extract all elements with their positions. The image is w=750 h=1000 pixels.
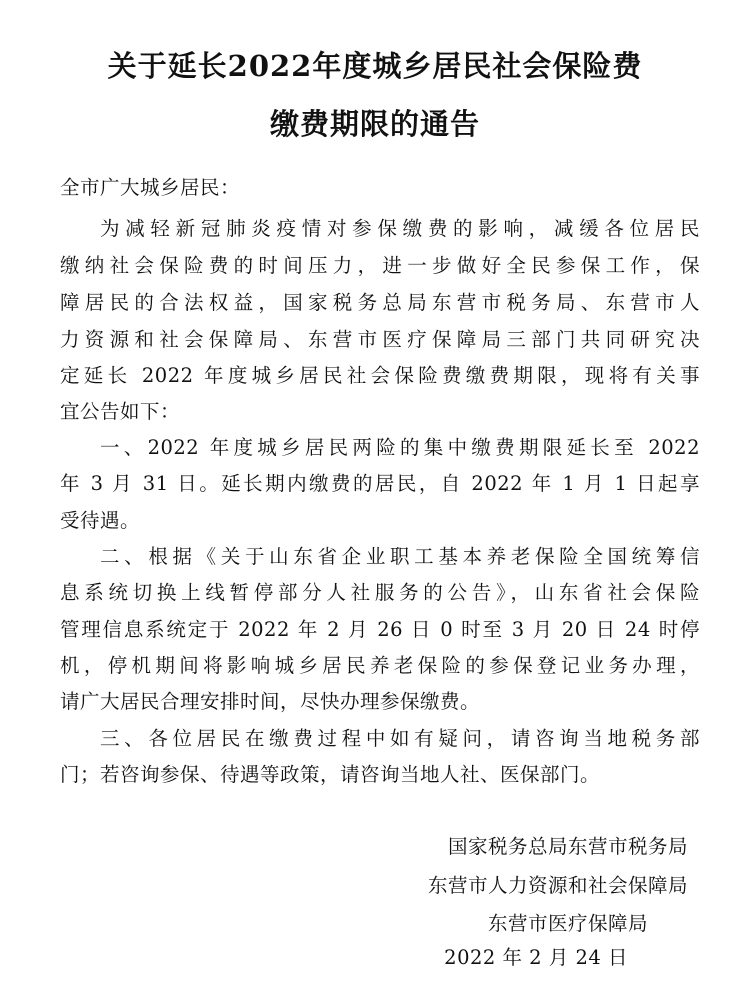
paragraph-4-line-1: 三、各位居民在缴费过程中如有疑问，请咨询当地税务部: [100, 727, 700, 750]
paragraph-2-line-2: 年 3 月 31 日。延长期内缴费的居民，自 2022 年 1 月 1 日起享: [60, 472, 700, 495]
signatory-hrss-bureau: 东营市人力资源和社会保障局: [427, 874, 688, 897]
signatory-tax-bureau: 国家税务总局东营市税务局: [447, 835, 688, 858]
paragraph-3-line-2: 息系统切换上线暂停部分人社服务的公告》，山东省社会保险: [60, 581, 700, 604]
paragraph-1-line-1: 为减轻新冠肺炎疫情对参保缴费的影响，减缓各位居民: [100, 217, 700, 240]
paragraph-1-line-3: 障居民的合法权益，国家税务总局东营市税务局、东营市人: [60, 291, 700, 314]
paragraph-1-line-5: 定延长 2022 年度城乡居民社会保险费缴费期限，现将有关事: [60, 364, 700, 387]
signatory-medical-security-bureau: 东营市医疗保障局: [487, 912, 648, 935]
paragraph-3-line-5: 请广大居民合理安排时间，尽快办理参保缴费。: [60, 690, 481, 713]
paragraph-1-line-2: 缴纳社会保险费的时间压力，进一步做好全民参保工作，保: [60, 254, 700, 277]
paragraph-1-line-6: 宜公告如下：: [60, 400, 181, 423]
notice-title-line-2: 缴费期限的通告: [269, 107, 480, 141]
notice-date: 2022 年 2 月 24 日: [444, 946, 628, 969]
paragraph-3-line-3: 管理信息系统定于 2022 年 2 月 26 日 0 时至 3 月 20 日 24 时停: [60, 618, 700, 641]
salutation: 全市广大城乡居民：: [60, 176, 241, 199]
paragraph-4-line-2: 门；若咨询参保、待遇等政策，请咨询当地人社、医保部门。: [60, 763, 601, 786]
paragraph-2-line-1: 一、2022 年度城乡居民两险的集中缴费期限延长至 2022: [100, 436, 700, 459]
paragraph-3-line-1: 二、根据《关于山东省企业职工基本养老保险全国统筹信: [100, 545, 700, 568]
paragraph-1-line-4: 力资源和社会保障局、东营市医疗保障局三部门共同研究决: [60, 328, 700, 351]
paragraph-3-line-4: 机，停机期间将影响城乡居民养老保险的参保登记业务办理，: [60, 654, 700, 677]
notice-title-line-1: 关于延长2022年度城乡居民社会保险费: [107, 49, 643, 83]
paragraph-2-line-3: 受待遇。: [60, 509, 141, 532]
